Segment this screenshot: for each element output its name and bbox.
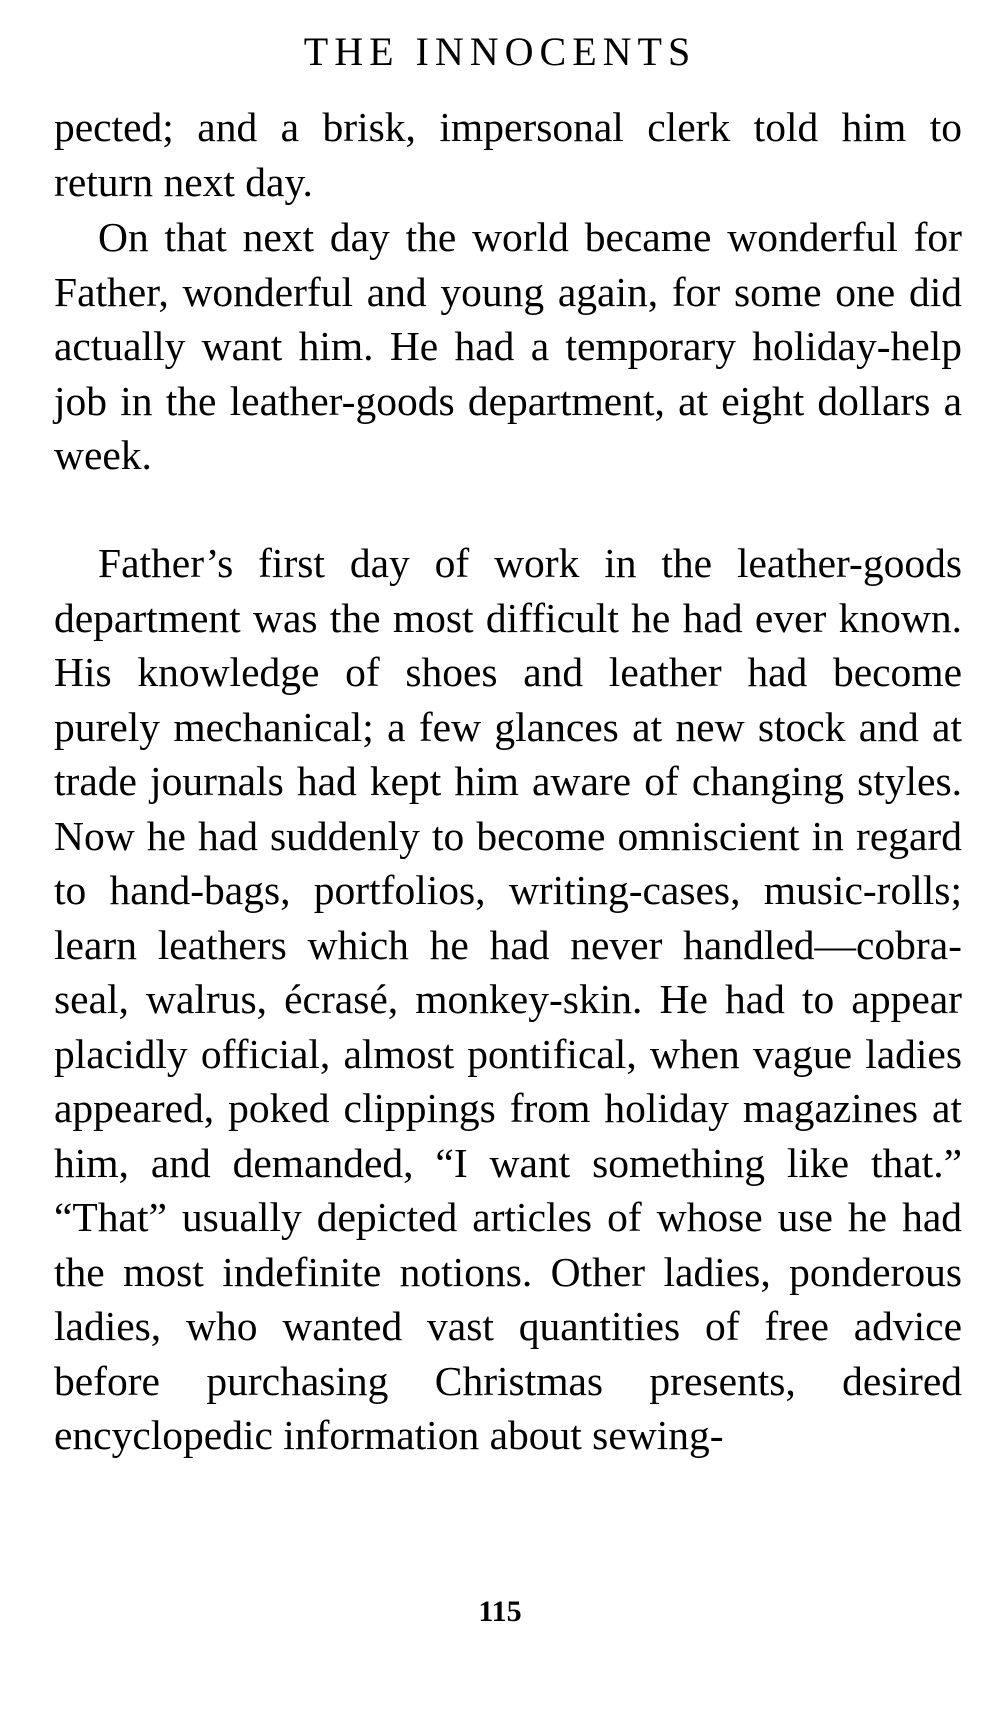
paragraph <box>54 210 962 483</box>
page-number: 115 <box>478 1595 522 1628</box>
paragraph-continued <box>54 100 962 209</box>
paragraph-text: On that next day the world became wonderful for Father, wonderful and young again, for some one did actually want him. He had a temporary holiday-help job in the leather-goods department, at eight dollars a week. <box>54 214 962 478</box>
paragraph-text: Father’s first day of work in the leather-goods department was the most difficult he had ever known. His knowledge of shoes and leather had become purely mechanical; a few glances at new stock and at trade journals had kept him aware of changing styles. Now he had suddenly to become omniscient in regard to hand-bags, portfolios, writing-cases, music-rolls; learn leathers which he had never handled—cobra-seal, walrus, écrasé, monkey-skin. He had to appear placidly official, almost pontifical, when vague ladies appeared, poked clippings from holiday magazines at him, and demanded, “I want something like that.” “That” usually depicted articles of whose use he had the most indefinite notions. Other ladies, ponderous ladies, who wanted vast quantities of free advice before purchasing Christmas presents, desired encyclopedic information about sewing- <box>54 540 962 1458</box>
paragraph-text: pected; and a brisk, impersonal clerk told him to return next day. <box>54 104 962 205</box>
running-head: THE INNOCENTS <box>303 29 697 74</box>
paragraph <box>54 536 962 1463</box>
